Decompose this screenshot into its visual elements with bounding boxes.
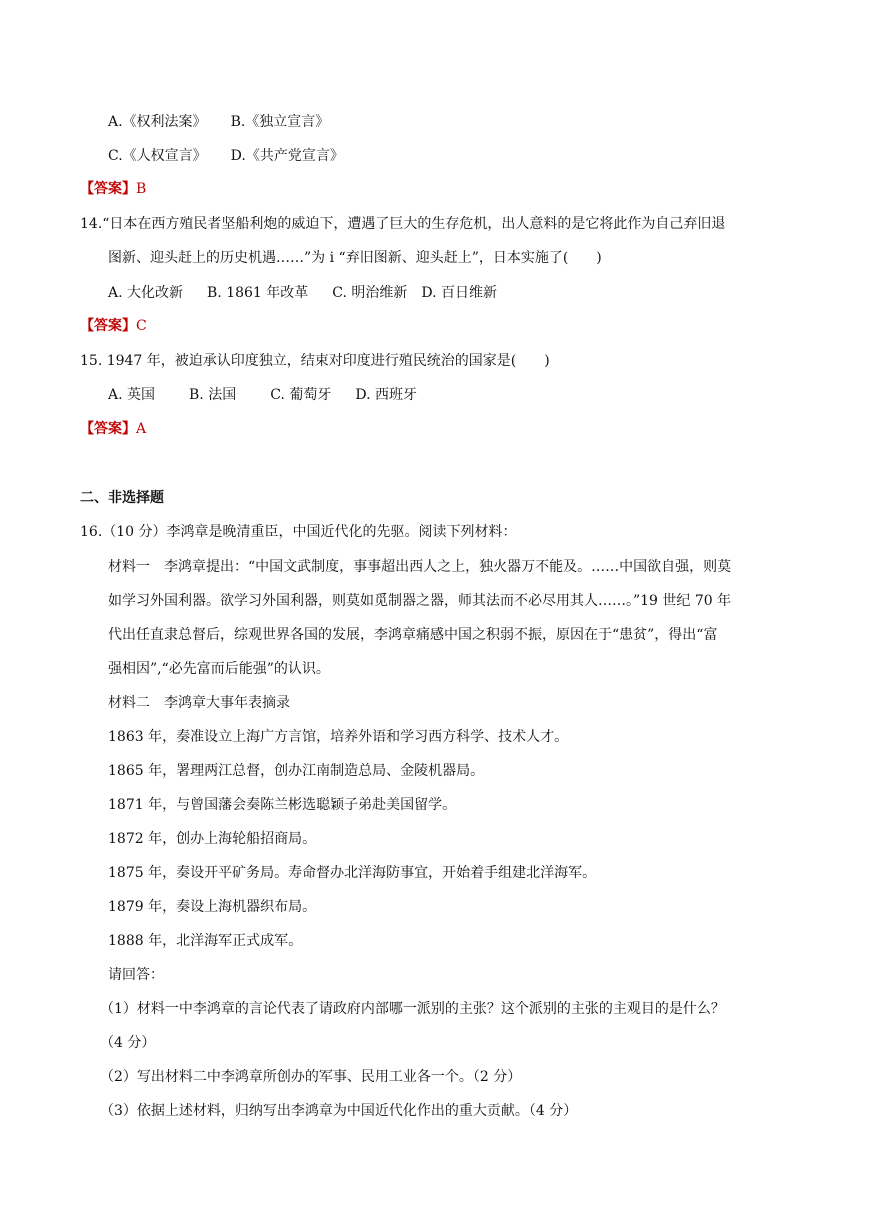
q16-timeline-item: 1888 年，北洋海军正式成军。 (108, 933, 303, 949)
q16-prompt: 请回答： (108, 967, 164, 983)
q15-stem: 15. 1947 年，被迫承认印度独立，结束对印度进行殖民统治的国家是( ) (80, 353, 550, 369)
q15-answer-value: A (136, 421, 147, 437)
q16-material1-line1: 材料一 李鸿章提出：“中国文武制度，事事超出西人之上，独火器万不能及。……中国欲自强，则莫 (108, 559, 732, 575)
q16-stem: 16.（10 分）李鸿章是晚清重臣，中国近代化的先驱。阅读下列材料： (80, 524, 517, 540)
q16-timeline-item: 1875 年，奏设开平矿务局。寿命督办北洋海防事宜，开始着手组建北洋海军。 (108, 865, 597, 881)
q13-option-a: A.《权利法案》 (108, 114, 207, 130)
q16-material2-title: 材料二 李鸿章大事年表摘录 (108, 695, 290, 711)
q16-timeline-item: 1865 年，署理两江总督，创办江南制造总局、金陵机器局。 (108, 763, 485, 779)
q14-option-a: A. 大化改新 (108, 285, 184, 301)
q16-timeline-item: 1871 年，与曾国藩会奏陈兰彬选聪颖子弟赴美国留学。 (108, 797, 457, 813)
q14-options (108, 283, 497, 303)
q16-question-1-score: （4 分） (100, 1035, 156, 1051)
answer-label: 答案 (94, 181, 122, 197)
q14-stem-line1: 14.“日本在西方殖民者坚船利炮的威迫下，遭遇了巨大的生存危机，出人意料的是它将此作为自己弃旧退 (80, 216, 726, 232)
q13-option-b: B.《独立宣言》 (230, 114, 330, 130)
q16-material1-line4: 强相因”,“必先富而后能强”的认识。 (108, 661, 330, 677)
q13-answer: 【答案】B (80, 181, 147, 197)
q13-option-c: C.《人权宣言》 (108, 148, 207, 164)
q16-question-2: （2）写出材料二中李鸿章所创办的军事、民用工业各一个。（2 分） (100, 1069, 522, 1085)
q16-question-3: （3）依据上述材料，归纳写出李鸿章为中国近代化作出的重大贡献。（4 分） (100, 1103, 578, 1119)
q13-options-row1 (108, 112, 329, 132)
q14-answer: 【答案】C (80, 318, 147, 334)
q15-option-d: D. 西班牙 (355, 387, 417, 403)
q13-option-d: D.《共产党宣言》 (230, 148, 344, 164)
q15-option-c: C. 葡萄牙 (270, 387, 332, 403)
q15-option-a: A. 英国 (108, 387, 156, 403)
q15-options (108, 385, 417, 405)
q14-stem-line2: 图新、迎头赶上的历史机遇……”为 i “弃旧图新、迎头赶上”，日本实施了( ) (108, 250, 602, 266)
q15-answer: 【答案】A (80, 421, 147, 437)
q13-answer-value: B (136, 181, 147, 197)
q16-timeline-item: 1879 年，奏设上海机器织布局。 (108, 899, 317, 915)
q15-option-b: B. 法国 (189, 387, 237, 403)
q14-option-d: D. 百日维新 (421, 285, 498, 301)
q14-answer-value: C (136, 318, 147, 334)
q16-material1-line3: 代出任直隶总督后，综观世界各国的发展，李鸿章痛感中国之积弱不振，原因在于“患贫”，得出“富 (108, 627, 718, 643)
q14-option-b: B. 1861 年改革 (207, 285, 309, 301)
q16-timeline-item: 1872 年，创办上海轮船招商局。 (108, 831, 317, 847)
q16-material1-line2: 如学习外国利器。欲学习外国利器，则莫如觅制器之器，师其法而不必尽用其人……。”19 世纪 70 年 (108, 593, 732, 609)
section2-title: 二、非选择题 (80, 490, 164, 506)
q14-option-c: C. 明治维新 (332, 285, 408, 301)
q16-question-1: （1）材料一中李鸿章的言论代表了请政府内部哪一派别的主张？这个派别的主张的主观目的是什么？ (100, 1001, 725, 1017)
q16-timeline-item: 1863 年，奏准设立上海广方言馆，培养外语和学习西方科学、技术人才。 (108, 729, 569, 745)
q13-options-row2 (108, 146, 344, 166)
